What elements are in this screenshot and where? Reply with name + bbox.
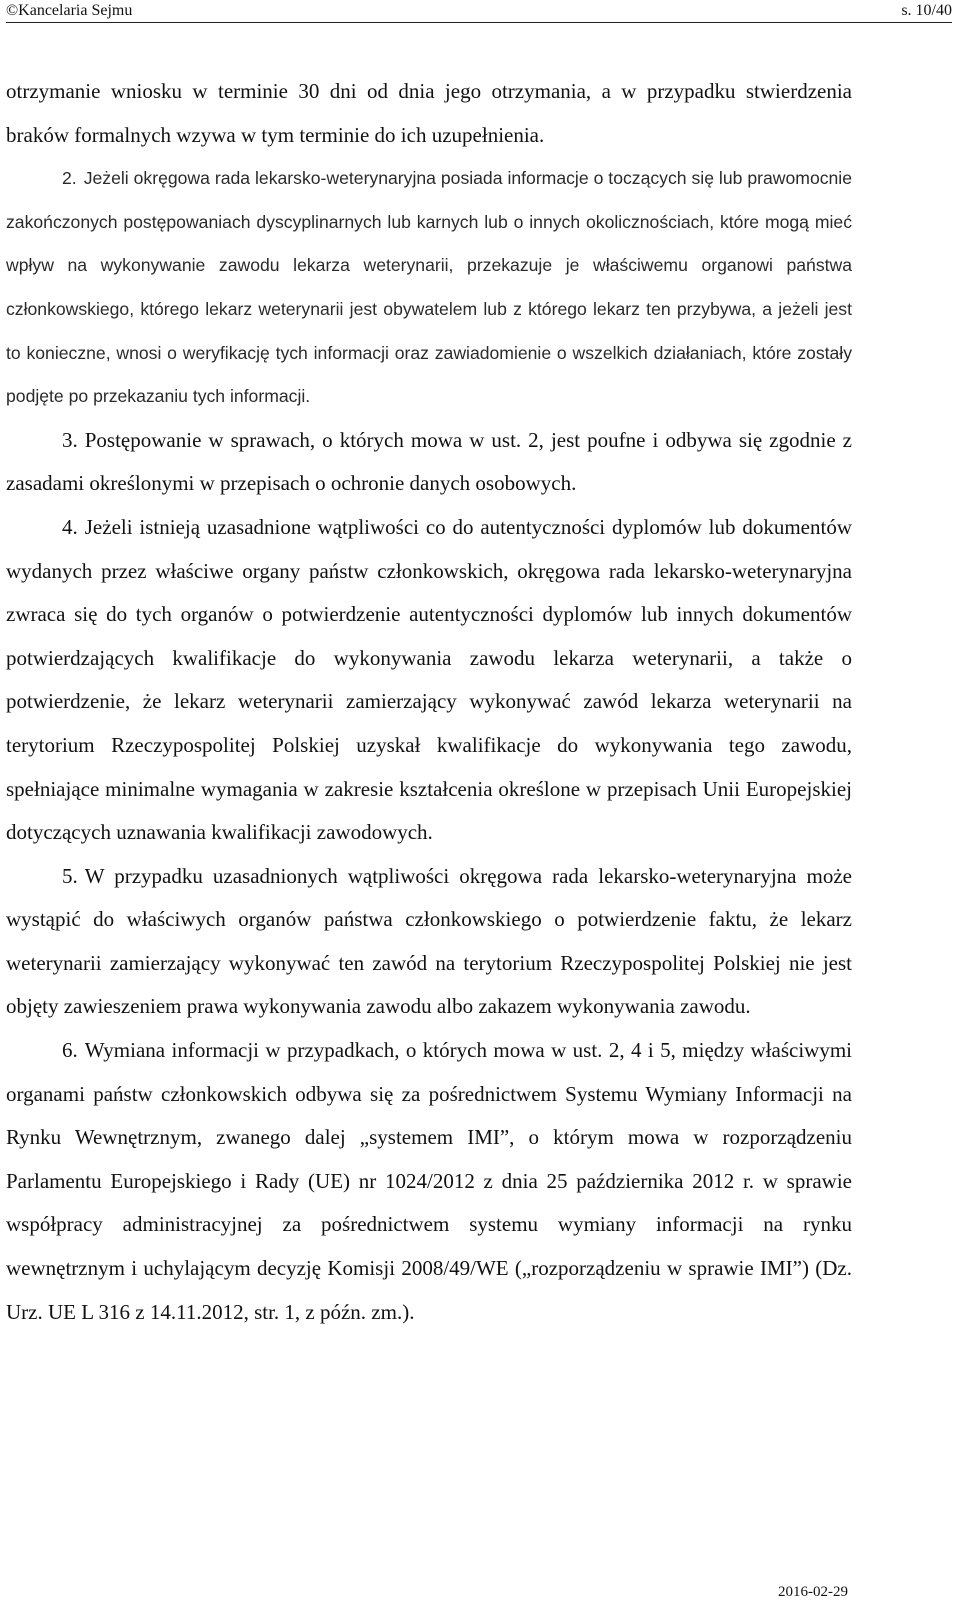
page-number: s. 10/40 [901, 2, 952, 19]
paragraph-text: Wymiana informacji w przypadkach, o których mowa w ust. 2, 4 i 5, między właściwymi organami państw członkowskich odbywa się za pośrednictwem Systemu Wymiany Informacji na Rynku Wewnętrznym, zwanego dalej „systemem IMI”, o którym mowa w rozporządzeniu Parlamentu Europejskiego i Rady (UE) nr 1024/2012 z dnia 25 października 2012 r. w sprawie współpracy administracyjnej za pośrednictwem systemu wymiany informacji na rynku wewnętrznym i uchylającym decyzję Komisji 2008/49/WE („rozporządzeniu w sprawie IMI”) (Dz. Urz. UE L 316 z 14.11.2012, str. 1, z późn. zm.). [6, 1038, 852, 1324]
paragraph-4 [6, 506, 852, 855]
header-source: ©Kancelaria Sejmu [6, 2, 133, 19]
paragraph-text: Jeżeli istnieją uzasadnione wątpliwości co do autentyczności dyplomów lub dokumentów wydanych przez właściwe organy państw członkowskich, okręgowa rada lekarsko-weterynaryjna zwraca się do tych organów o potwierdzenie autentyczności dyplomów lub innych dokumentów potwierdzających kwalifikacje do wykonywania zawodu lekarza weterynarii, a także o potwierdzenie, że lekarz weterynarii zamierzający wykonywać zawód lekarza weterynarii na terytorium Rzeczypospolitej Polskiej uzyskał kwalifikacje do wykonywania tego zawodu, spełniające minimalne wymagania w zakresie kształcenia określone w przepisach Unii Europejskiej dotyczących uznawania kwalifikacji zawodowych. [6, 514, 852, 845]
paragraph-text: Postępowanie w sprawach, o których mowa w ust. 2, jest poufne i odbywa się zgodnie z zasadami określonymi w przepisach o ochronie danych osobowych. [6, 427, 852, 496]
paragraph-text: W przypadku uzasadnionych wątpliwości okręgowa rada lekarsko-weterynaryjna może wystąpić do właściwych organów państwa członkowskiego o potwierdzenie faktu, że lekarz weterynarii zamierzający wykonywać ten zawód na terytorium Rzeczypospolitej Polskiej nie jest objęty zawieszeniem prawa wykonywania zawodu albo zakazem wykonywania zawodu. [6, 863, 852, 1019]
paragraph-text: Jeżeli okręgowa rada lekarsko-weterynaryjna posiada informacje o toczących się lub prawomocnie zakończonych postępowaniach dyscyplinarnych lub karnych lub o innych okolicznościach, które mogą mieć wpływ na wykonywanie zawodu lekarza weterynarii, przekazuje je właściwemu organowi państwa członkowskiego, którego lekarz weterynarii jest obywatelem lub z którego lekarz ten przybywa, a jeżeli jest to konieczne, wnosi o weryfikację tych informacji oraz zawiadomienie o wszelkich działaniach, które zostały podjęte po przekazaniu tych informacji. [6, 168, 852, 407]
paragraph-number: 6. [62, 1038, 78, 1063]
paragraph-number: 4. [62, 514, 78, 539]
paragraph-5 [6, 855, 852, 1029]
page-header [6, 0, 952, 23]
paragraph-continuation [6, 70, 852, 157]
footer-date: 2016-02-29 [778, 1584, 848, 1600]
paragraph-number: 3. [62, 427, 78, 452]
paragraph-6 [6, 1029, 852, 1334]
paragraph-2 [6, 157, 852, 419]
paragraph-number: 5. [62, 863, 78, 888]
paragraph-number: 2. [62, 168, 77, 189]
paragraph-text: otrzymanie wniosku w terminie 30 dni od dnia jego otrzymania, a w przypadku stwierdzenia braków formalnych wzywa w tym terminie do ich uzupełnienia. [6, 79, 852, 147]
document-body [6, 70, 852, 1334]
paragraph-3 [6, 419, 852, 506]
